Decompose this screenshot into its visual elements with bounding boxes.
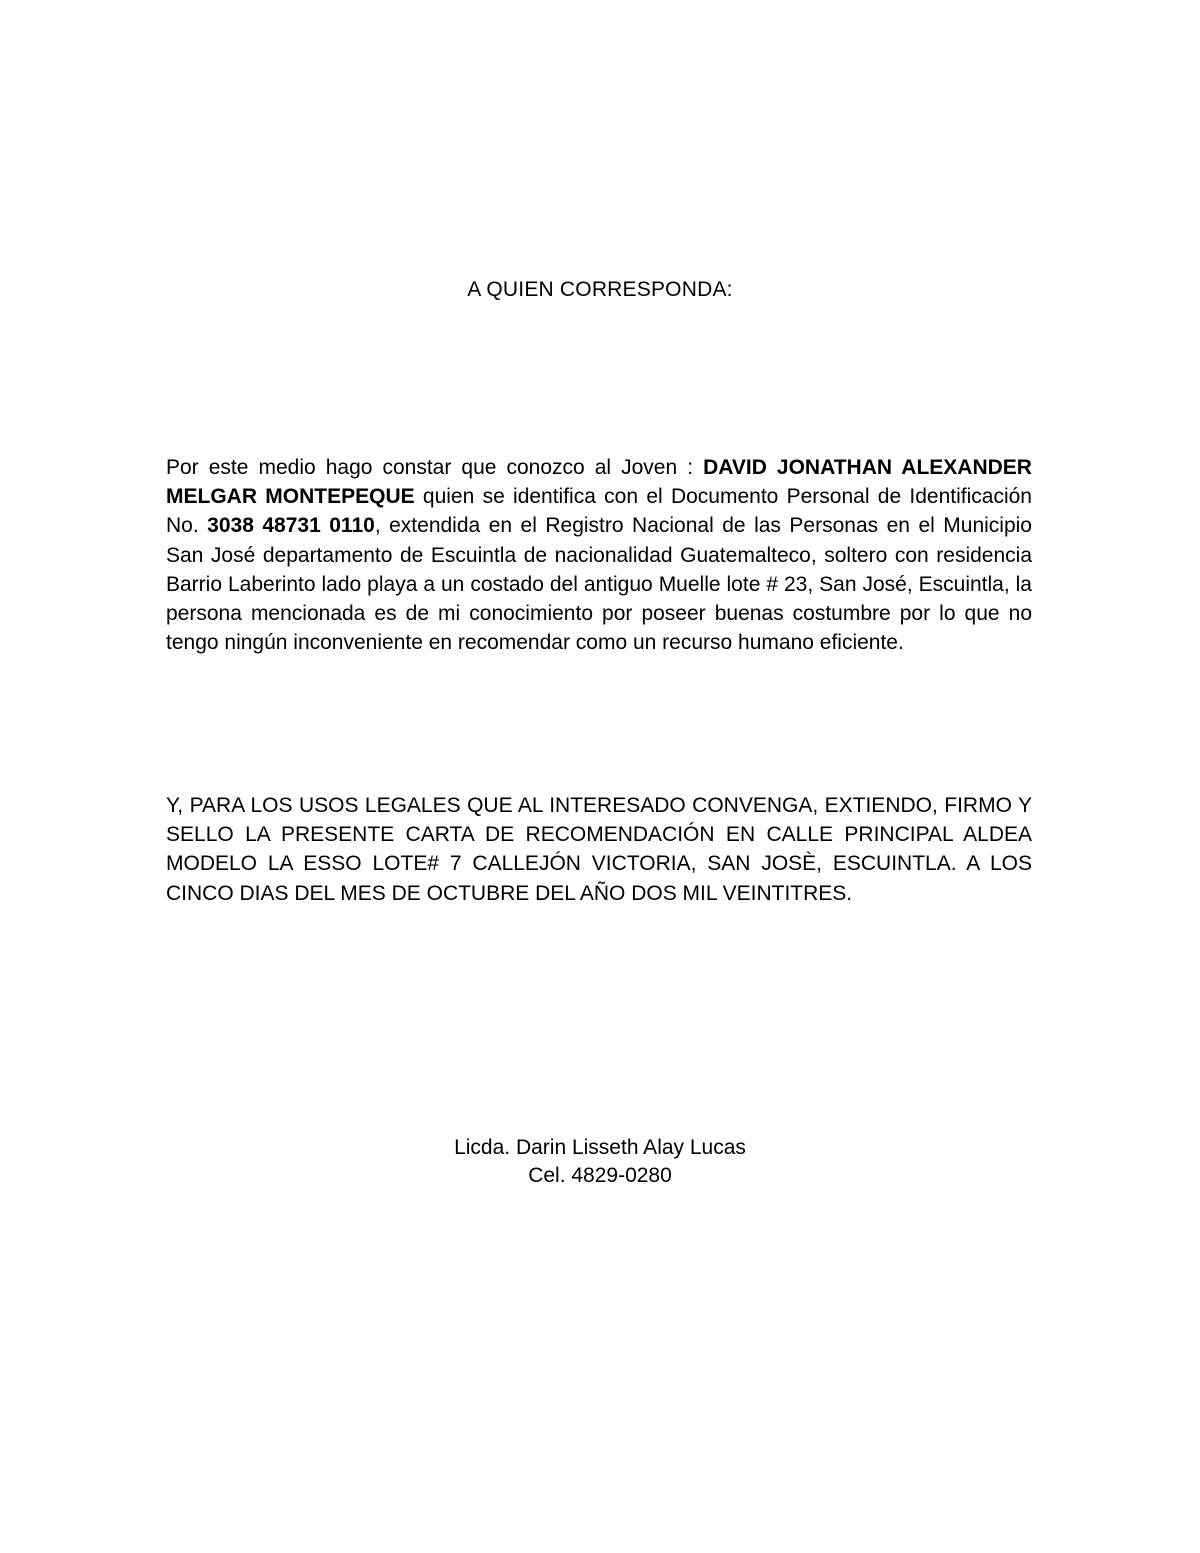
body-intro-text: Por este medio hago constar que conozco al Joven :	[166, 456, 694, 479]
salutation-heading: A QUIEN CORRESPONDA:	[467, 278, 733, 301]
document-number: 3038 48731 0110	[207, 514, 375, 538]
closing-paragraph: Y, PARA LOS USOS LEGALES QUE AL INTERESADO CONVENGA, EXTIENDO, FIRMO Y SELLO LA PRESENTE CARTA DE RECOMENDACIÓN EN CALLE PRINCIPAL ALDEA MODELO LA ESSO LOTE# 7 CALLEJÓN VICTORIA, SAN JOSÈ, ESCUINTLA. A LOS CINCO DIAS DEL MES DE OCTUBRE DEL AÑO DOS MIL VEINTITRES.	[166, 794, 1032, 905]
body-remaining-text: , extendida en el Registro Nacional de las Personas en el Municipio San José departamento de Escuintla de nacionalidad Guatemalteco, soltero con residencia Barrio Laberinto lado playa a un costado del antiguo Muelle lote # 23, San José, Escuintla, la persona mencionada es de mi conocimiento por poseer buenas costumbre por lo que no tengo ningún inconveniente en recomendar como un recurso humano eficiente.	[166, 514, 1032, 655]
body-identification-text: quien se identifica con el Documento Personal de Identificación No.	[166, 485, 1032, 538]
person-name: DAVID JONATHAN ALEXANDER MELGAR MONTEPEQUE	[166, 456, 1032, 509]
signature-block	[0, 1134, 1200, 1190]
body-paragraph	[166, 453, 1032, 657]
signature-name: Licda. Darin Lisseth Alay Lucas	[454, 1136, 746, 1159]
signature-phone: Cel. 4829-0280	[528, 1164, 672, 1187]
